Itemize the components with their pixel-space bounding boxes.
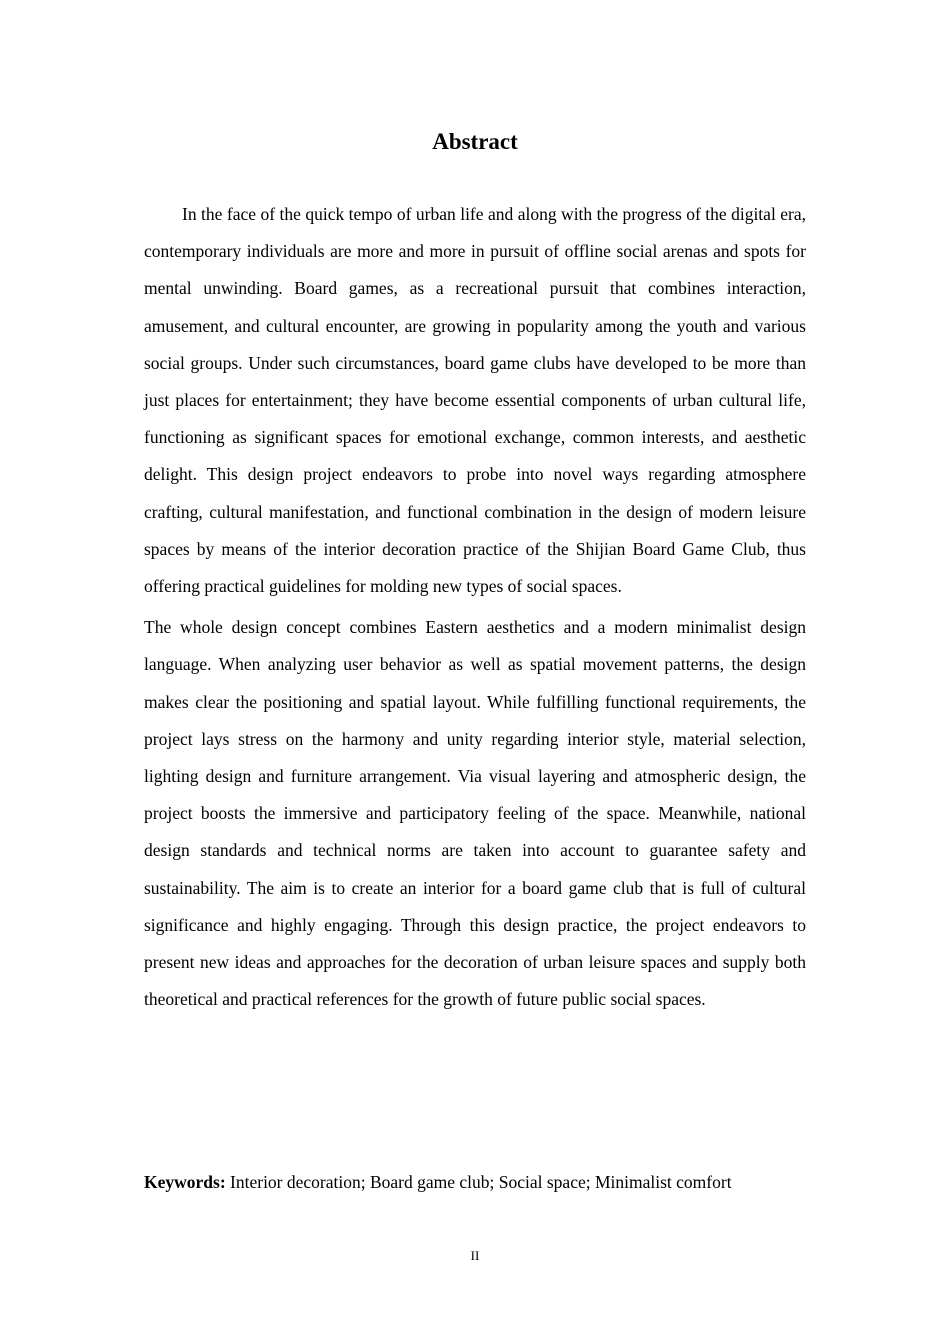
keywords-line [144, 1166, 844, 1198]
abstract-paragraph-1: In the face of the quick tempo of urban life and along with the progress of the digital era, contemporary individuals are more and more in pursuit of offline social arenas and spots for mental unwinding. Board games, as a recreational pursuit that combines interaction, amusement, and cultural encounter, are growing in popularity among the youth and various social groups. Under such circumstances, board game clubs have developed to be more than just places for entertainment; they have become essential components of urban cultural life, functioning as significant spaces for emotional exchange, common interests, and aesthetic delight. This design project endeavors to probe into novel ways regarding atmosphere crafting, cultural manifestation, and functional combination in the design of modern leisure spaces by means of the interior decoration practice of the Shijian Board Game Club, thus offering practical guidelines for molding new types of social spaces. [144, 204, 806, 597]
page-number: II [470, 1248, 480, 1263]
keywords-label: Keywords: [144, 1172, 226, 1192]
keywords-text: Interior decoration; Board game club; Social space; Minimalist comfort [230, 1172, 732, 1192]
abstract-paragraph-2: The whole design concept combines Eastern aesthetics and a modern minimalist design language. When analyzing user behavior as well as spatial movement patterns, the design makes clear the positioning and spatial layout. While fulfilling functional requirements, the project lays stress on the harmony and unity regarding interior style, material selection, lighting design and furniture arrangement. Via visual layering and atmospheric design, the project boosts the immersive and participatory feeling of the space. Meanwhile, national design standards and technical norms are taken into account to guarantee safety and sustainability. The aim is to create an interior for a board game club that is full of cultural significance and highly engaging. Through this design practice, the project endeavors to present new ideas and approaches for the decoration of urban leisure spaces and supply both theoretical and practical references for the growth of future public social spaces. [144, 617, 806, 1010]
abstract-body [144, 196, 806, 1018]
abstract-title: Abstract [432, 129, 518, 154]
